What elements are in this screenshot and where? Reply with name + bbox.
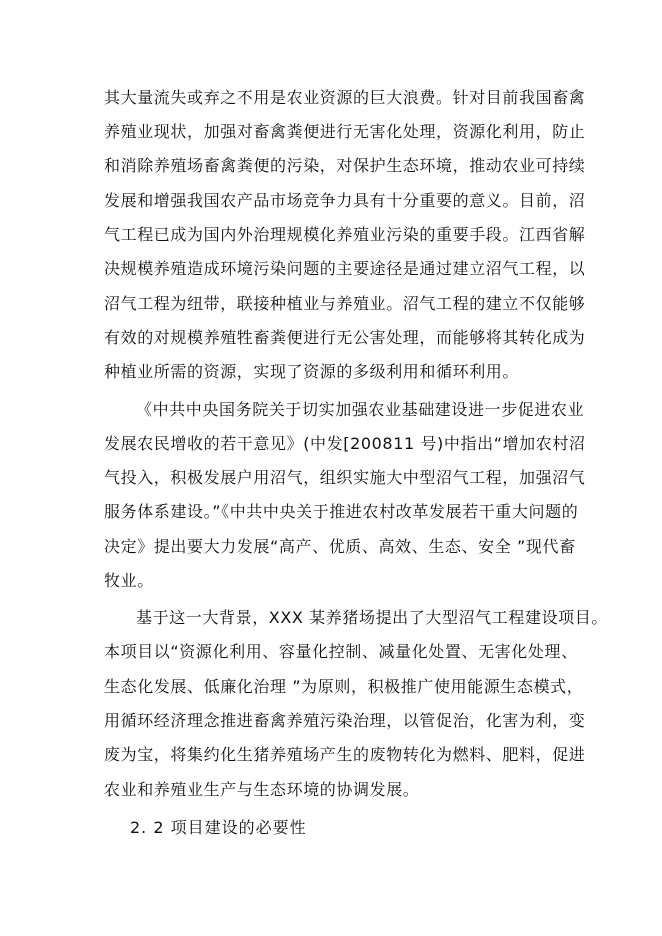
paragraph-3-line: 基于这一大背景，XXX 某养猪场提出了大型沼气工程建设项目。 <box>136 608 608 627</box>
paragraph-3-line: 用循环经济理念推进畜禽养殖污染治理，以管促治，化害为利，变 <box>104 711 586 730</box>
paragraph-3-line: 农业和养殖业生产与生态环境的协调发展。 <box>104 780 420 799</box>
paragraph-1-line: 种植业所需的资源，实现了资源的多级利用和循环利用。 <box>104 362 520 381</box>
paragraph-1-line: 发展和增强我国农产品市场竞争力具有十分重要的意义。目前，沼 <box>104 191 586 210</box>
paragraph-1-line: 气工程已成为国内外治理规模化养殖业污染的重要手段。江西省解 <box>104 225 586 244</box>
paragraph-2-line: 《中共中央国务院关于切实加强农业基础建设进一步促进农业 <box>136 400 585 419</box>
paragraph-3-line: 生态化发展、低廉化治理 ”为原则，积极推广使用能源生态模式， <box>104 677 584 696</box>
paragraph-3-line: 本项目以“资源化利用、容量化控制、减量化处置、无害化处理、 <box>104 642 578 661</box>
paragraph-2-line: 服务体系建设。”《中共中央关于推进农村改革发展若干重大问题的 <box>104 502 579 521</box>
section-heading: 2. 2 项目建设的必要性 <box>130 818 307 837</box>
paragraph-1-line: 其大量流失或弃之不用是农业资源的巨大浪费。针对目前我国畜禽 <box>104 88 586 107</box>
paragraph-1-line: 有效的对规模养殖牲畜粪便进行无公害处理，而能够将其转化成为 <box>104 328 586 347</box>
paragraph-2-line: 气投入，积极发展户用沼气，组织实施大中型沼气工程，加强沼气 <box>104 468 586 487</box>
paragraph-3-line: 废为宝，将集约化生猪养殖场产生的废物转化为燃料、肥料，促进 <box>104 745 586 764</box>
paragraph-2-line: 发展农民增收的若干意见》(中发[200811 号)中指出“增加农村沼 <box>104 434 586 453</box>
paragraph-1-line: 养殖业现状，加强对畜禽粪便进行无害化处理，资源化利用，防止 <box>104 122 586 141</box>
paragraph-2-line: 牧业。 <box>104 571 154 590</box>
paragraph-2-line: 决定》提出要大力发展“高产、优质、高效、生态、安全 ”现代畜 <box>104 537 576 556</box>
paragraph-1-line: 沼气工程为纽带，联接种植业与养殖业。沼气工程的建立不仅能够 <box>104 294 586 313</box>
paragraph-1-line: 决规模养殖造成环境污染问题的主要途径是通过建立沼气工程，以 <box>104 259 586 278</box>
paragraph-1-line: 和消除养殖场畜禽粪便的污染，对保护生态环境，推动农业可持续 <box>104 156 586 175</box>
